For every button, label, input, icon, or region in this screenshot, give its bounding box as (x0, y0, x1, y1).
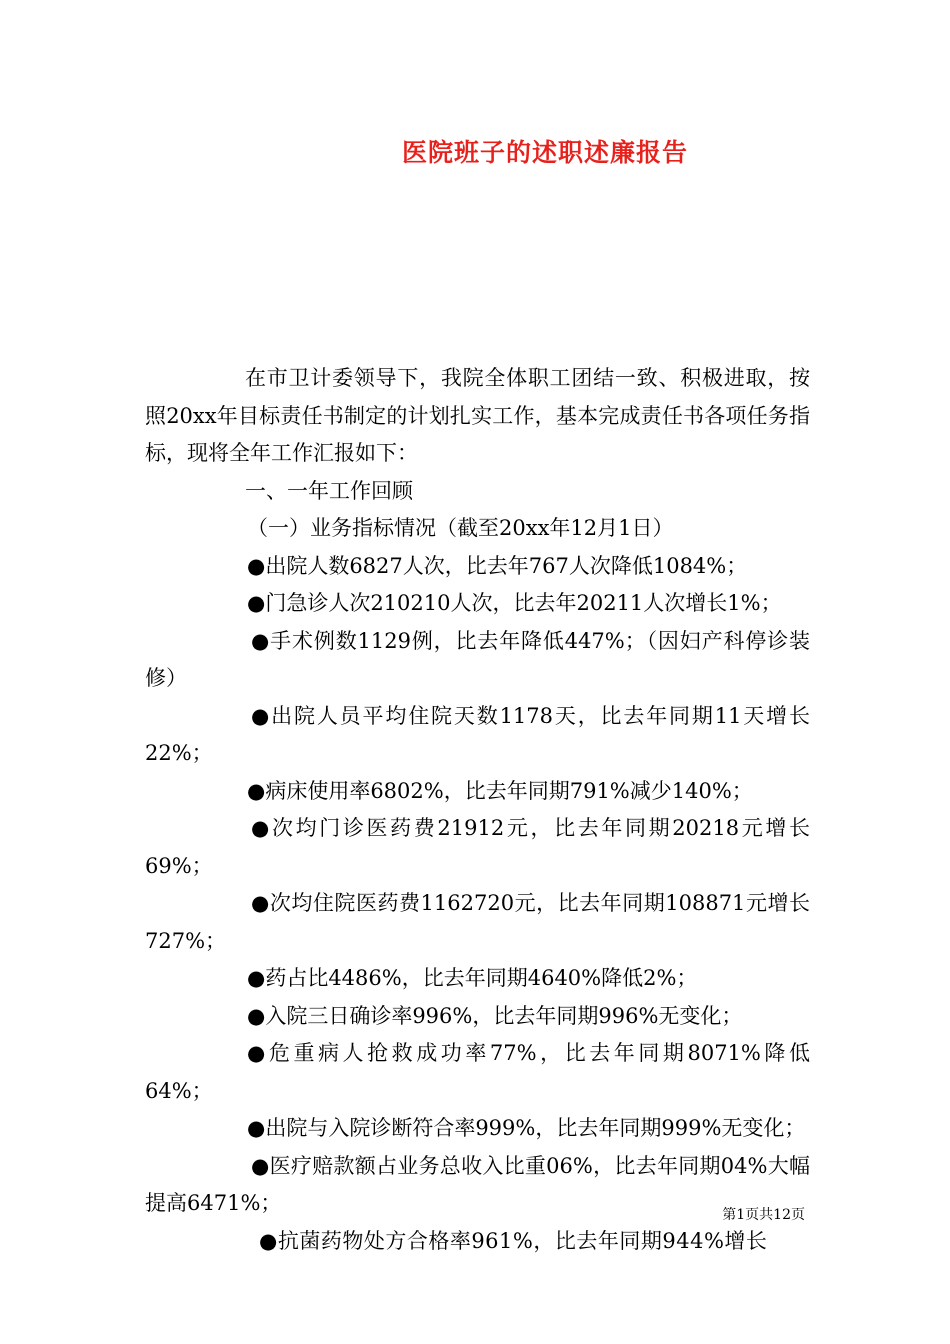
list-item-diagnosis-rate: ●入院三日确诊率996%，比去年同期996%无变化； (247, 1003, 743, 1028)
page-number: 第1页共12页 (722, 1207, 805, 1223)
list-item-outpatient-cost: ●次均门诊医药费21912元，比去年同期20218元增长69%； (145, 816, 810, 878)
subsection-heading: （一）业务指标情况（截至20xx年12月1日） (247, 516, 674, 540)
list-item-compensation: ●医疗赔款额占业务总收入比重06%，比去年同期04%大幅提高6471%； (145, 1153, 810, 1215)
list-item-inpatient-cost: ●次均住院医药费1162720元，比去年同期108871元增长727%； (145, 891, 810, 953)
list-item-average-stay: ●出院人员平均住院天数1178天，比去年同期11天增长22%； (145, 703, 810, 765)
list-item-antibiotic-rate: ●抗菌药物处方合格率961%，比去年同期944%增长 (259, 1228, 768, 1253)
section-heading: 一、一年工作回顾 (245, 478, 413, 503)
list-item-drug-ratio: ●药占比4486%，比去年同期4640%降低2%； (247, 966, 698, 990)
list-item-bed-usage: ●病床使用率6802%，比去年同期791%减少140%； (247, 778, 753, 803)
list-item-diagnosis-match: ●出院与入院诊断符合率999%，比去年同期999%无变化； (247, 1116, 806, 1140)
document-title: 医院班子的述职述廉报告 (401, 138, 688, 167)
list-item-discharges: ●出院人数6827人次，比去年767人次降低1084%； (247, 553, 748, 578)
list-item-outpatient-visits: ●门急诊人次210210人次，比去年20211人次增长1%； (247, 591, 782, 615)
list-item-surgeries: ●手术例数1129例，比去年降低447%；（因妇产科停诊装修） (145, 628, 810, 690)
intro-paragraph: 在市卫计委领导下，我院全体职工团结一致、积极进取，按照20xx年目标责任书制定的计划扎实工作，基本完成责任书各项任务指标，现将全年工作汇报如下： (145, 366, 810, 465)
list-item-rescue-rate: ●危重病人抢救成功率77%，比去年同期8071%降低64%； (145, 1041, 810, 1103)
document-body (145, 360, 810, 1260)
